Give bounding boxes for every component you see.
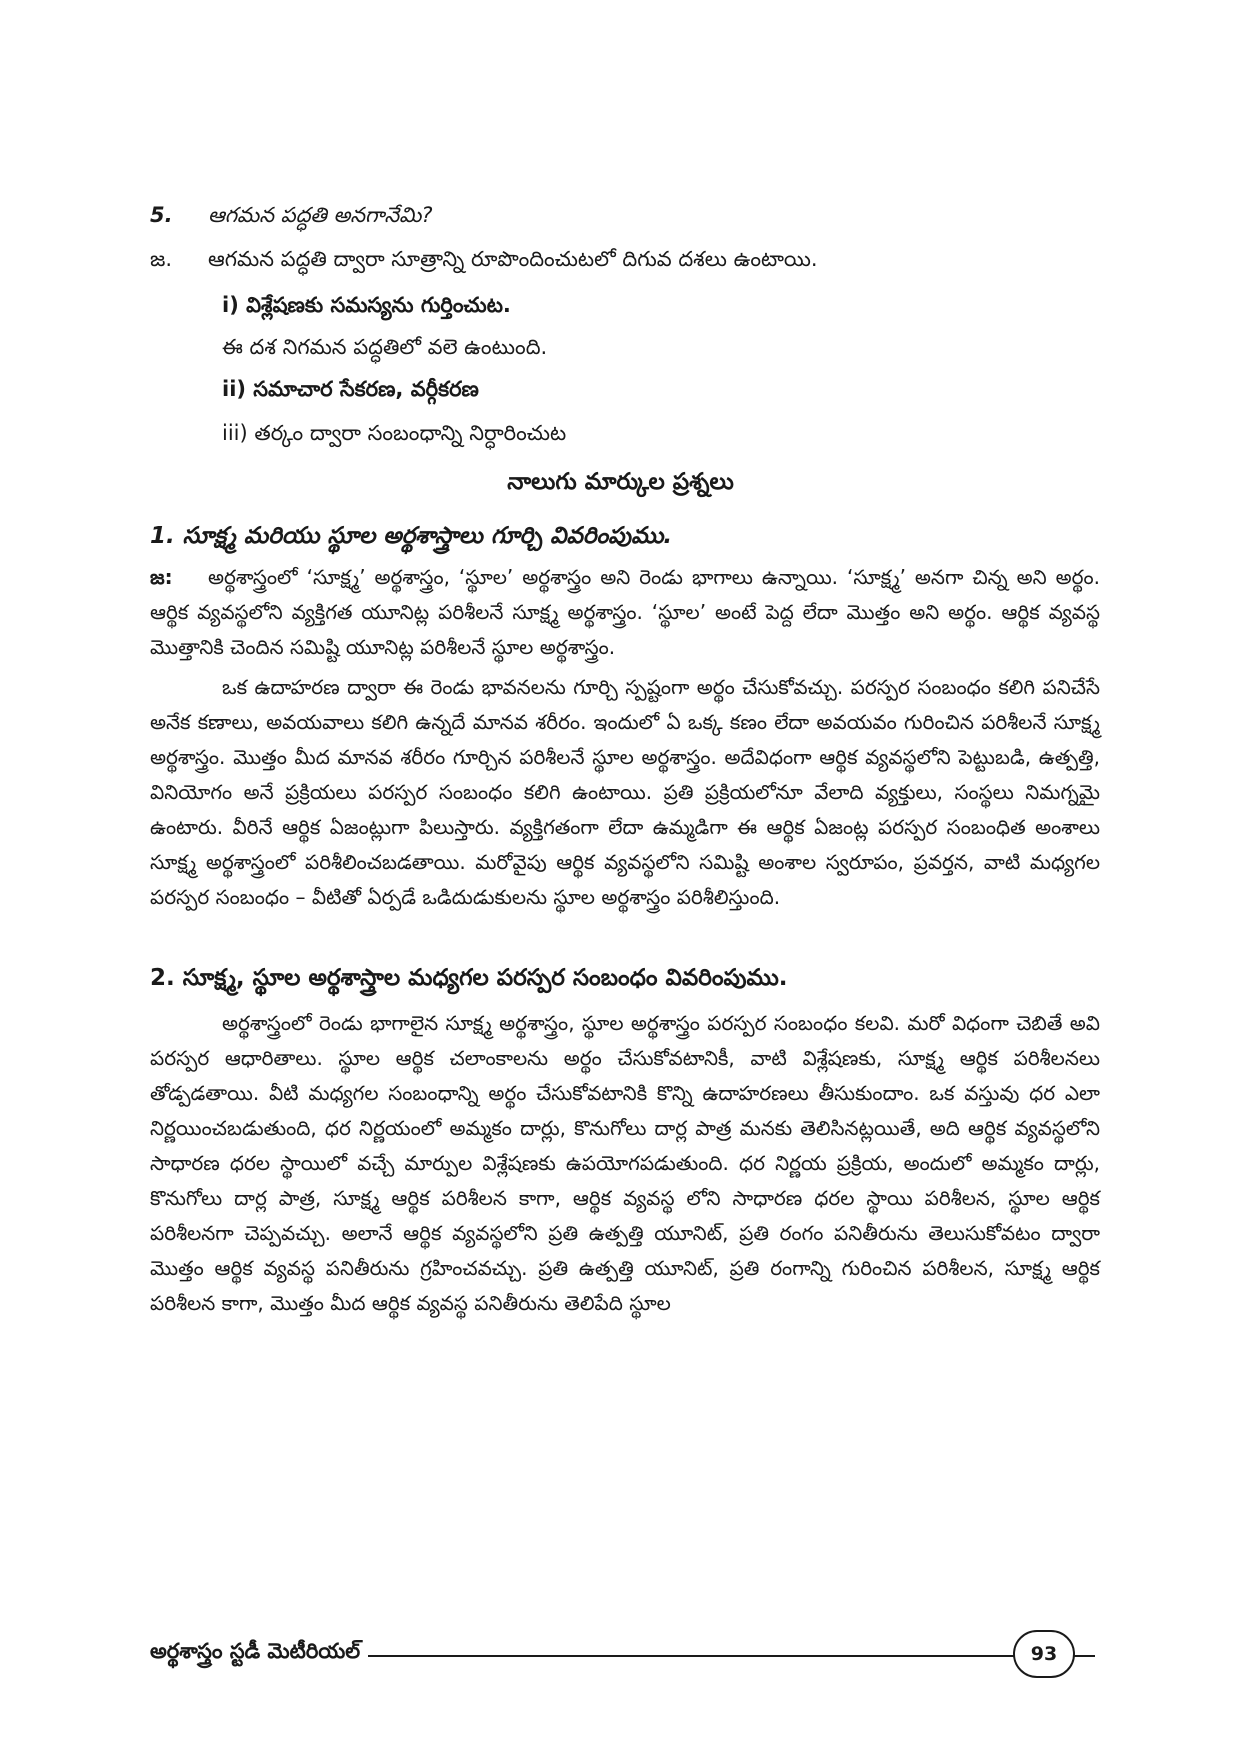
footer-title: అర్థశాస్త్రం స్టడీ మెటీరియల్ <box>150 1636 368 1666</box>
question-text: ఆగమన పద్ధతి అనగానేమి? <box>208 203 433 227</box>
question-1-heading: 1. సూక్ష్మ మరియు స్థూల అర్థశాస్త్రాలు గూర్చి వివరింపుము. <box>150 523 673 549</box>
page-footer <box>150 1628 1095 1678</box>
question-2-heading: 2. సూక్ష్మ, స్థూల అర్థశాస్త్రాల మధ్యగల పరస్పర సంబంధం వివరింపుము. <box>150 965 788 991</box>
answer-label: జ. <box>150 247 173 271</box>
answer-text: ఆగమన పద్ధతి ద్వారా సూత్రాన్ని రూపొందించుటలో దిగువ దశలు ఉంటాయి. <box>208 247 818 271</box>
answer-label: జ: <box>150 565 173 589</box>
step-2: ii) సమాచార సేకరణ, వర్గీకరణ <box>222 377 479 401</box>
question-number: 5. <box>150 203 173 227</box>
section-title: నాలుగు మార్కుల ప్రశ్నలు <box>507 469 734 495</box>
paragraph-text: అర్థశాస్త్రంలో ‘సూక్ష్మ’ అర్థశాస్త్రం, ‘స్థూల’ అర్థశాస్త్రం అని రెండు భాగాలు ఉన్నాయి. ‘సూక్ష్మ’ అనగా చిన్న అని అర్థం. ఆర్థిక వ్యవస్థలోని వ్యక్తిగత యూనిట్ల పరిశీలనే సూక్ష్మ అర్థశాస్త్రం. ‘స్థూల’ అంటే పెద్ద లేదా మొత్తం అని అర్థం. ఆర్థిక వ్యవస్థ మొత్తానికి చెందిన సమిష్టి యూనిట్ల పరిశీలనే స్థూల అర్థశాస్త్రం. <box>150 565 1100 659</box>
step-3: iii) తర్కం ద్వారా సంబంధాన్ని నిర్ధారించుట <box>222 421 567 445</box>
question-1-answer-para-2: ఒక ఉదాహరణ ద్వారా ఈ రెండు భావనలను గూర్చి స్పష్టంగా అర్థం చేసుకోవచ్చు. పరస్పర సంబంధం కలిగి పనిచేసే అనేక కణాలు, అవయవాలు కలిగి ఉన్నదే మానవ శరీరం. ఇందులో ఏ ఒక్క కణం లేదా అవయవం గురించిన పరిశీలనే సూక్ష్మ అర్థశాస్త్రం. మొత్తం మీద మానవ శరీరం గూర్చిన పరిశీలనే స్థూల అర్థశాస్త్రం. అదేవిధంగా ఆర్థిక వ్యవస్థలోని పెట్టుబడి, ఉత్పత్తి, వినియోగం అనే ప్రక్రియలు పరస్పర సంబంధం కలిగి ఉంటాయి. ప్రతి ప్రక్రియలోనూ వేలాది వ్యక్తులు, సంస్థలు నిమగ్నమై ఉంటారు. వీరినే ఆర్థిక ఏజంట్లుగా పిలుస్తారు. వ్యక్తిగతంగా లేదా ఉమ్మడిగా ఈ ఆర్థిక ఏజంట్ల పరస్పర సంబంధిత అంశాలు సూక్ష్మ అర్థశాస్త్రంలో పరిశీలించబడతాయి. మరోవైపు ఆర్థిక వ్యవస్థలోని సమిష్టి అంశాల స్వరూపం, ప్రవర్తన, వాటి మధ్యగల పరస్పర సంబంధం – వీటితో ఏర్పడే ఒడిదుడుకులను స్థూల అర్థశాస్త్రం పరిశీలిస్తుంది. <box>150 675 1100 909</box>
page-number: 93 <box>1013 1630 1075 1678</box>
question-2-answer-para: అర్థశాస్త్రంలో రెండు భాగాలైన సూక్ష్మ అర్థశాస్త్రం, స్థూల అర్థశాస్త్రం పరస్పర సంబంధం కలవి. మరో విధంగా చెబితే అవి పరస్పర ఆధారితాలు. స్థూల ఆర్థిక చలాంకాలను అర్థం చేసుకోవటానికీ, వాటి విశ్లేషణకు, సూక్ష్మ ఆర్థిక పరిశీలనలు తోడ్పడతాయి. వీటి మధ్యగల సంబంధాన్ని అర్థం చేసుకోవటానికి కొన్ని ఉదాహరణలు తీసుకుందాం. ఒక వస్తువు ధర ఎలా నిర్ణయించబడుతుంది, ధర నిర్ణయంలో అమ్మకం దార్లు, కొనుగోలు దార్ల పాత్ర మనకు తెలిసినట్లయితే, అది ఆర్థిక వ్యవస్థలోని సాధారణ ధరల స్థాయిలో వచ్చే మార్పుల విశ్లేషణకు ఉపయోగపడుతుంది. ధర నిర్ణయ ప్రక్రియ, అందులో అమ్మకం దార్లు, కొనుగోలు దార్ల పాత్ర, సూక్ష్మ ఆర్థిక పరిశీలన కాగా, ఆర్థిక వ్యవస్థ లోని సాధారణ ధరల స్థాయి పరిశీలన, స్థూల ఆర్థిక పరిశీలనగా చెప్పవచ్చు. అలానే ఆర్థిక వ్యవస్థలోని ప్రతి ఉత్పత్తి యూనిట్, ప్రతి రంగం పనితీరును తెలుసుకోవటం ద్వారా మొత్తం ఆర్థిక వ్యవస్థ పనితీరును గ్రహించవచ్చు. ప్రతి ఉత్పత్తి యూనిట్, ప్రతి రంగాన్ని గురించిన పరిశీలన, సూక్ష్మ ఆర్థిక పరిశీలన కాగా, మొత్తం మీద ఆర్థిక వ్యవస్థ పనితీరును తెలిపేది స్థూల <box>150 1011 1100 1315</box>
question-1-answer-para-1 <box>150 560 1100 665</box>
step-1: i) విశ్లేషణకు సమస్యను గుర్తించుట. <box>222 293 511 317</box>
step-1-note: ఈ దశ నిగమన పద్ధతిలో వలె ఉంటుంది. <box>222 335 548 359</box>
